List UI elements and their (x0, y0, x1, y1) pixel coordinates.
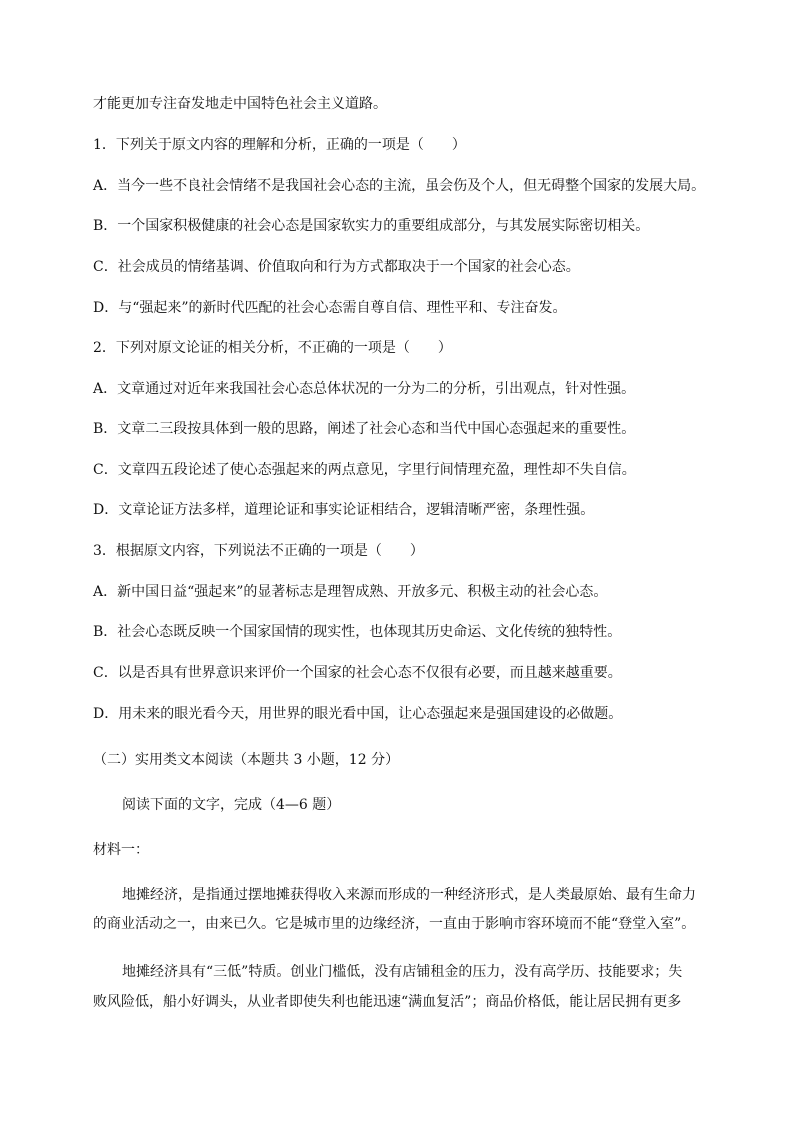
question-3-option-a: A．新中国日益“强起来”的显著标志是理智成熟、开放多元、积极主动的社会心态。 (93, 584, 608, 600)
paragraph-line: 地摊经济具有“三低”特质。创业门槛低，没有店铺租金的压力，没有高学历、技能要求；失 (122, 964, 683, 980)
section-heading: （二）实用类文本阅读（本题共 3 小题，12 分） (93, 752, 400, 768)
material-label: 材料一： (93, 842, 149, 858)
paragraph-line: 败风险低，船小好调头，从业者即使失利也能迅速“满血复活”；商品价格低，能让居民拥有更多 (93, 994, 682, 1010)
question-3-option-c: C．以是否具有世界意识来评价一个国家的社会心态不仅很有必要，而且越来越重要。 (93, 665, 622, 681)
reading-instruction: 阅读下面的文字，完成（4—6 题） (122, 797, 341, 813)
paragraph-line: 的商业活动之一，由来已久。它是城市里的边缘经济，一直由于影响市容环境而不能“登堂入室”。 (93, 916, 696, 932)
question-1-option-c: C．社会成员的情绪基调、价值取向和行为方式都取决于一个国家的社会心态。 (93, 259, 580, 275)
question-2-stem: 2．下列对原文论证的相关分析，不正确的一项是（ ） (93, 340, 452, 356)
question-1-option-a: A．当今一些不良社会情绪不是我国社会心态的主流，虽会伤及个人，但无碍整个国家的发展大局。 (93, 178, 706, 194)
question-2-option-d: D．文章论证方法多样，道理论证和事实论证相结合，逻辑清晰严密，条理性强。 (93, 502, 595, 518)
question-2-option-c: C．文章四五段论述了使心态强起来的两点意见，字里行间情理充盈，理性却不失自信。 (93, 462, 636, 478)
question-2-option-a: A．文章通过对近年来我国社会心态总体状况的一分为二的分析，引出观点，针对性强。 (93, 381, 636, 397)
question-3-stem: 3．根据原文内容，下列说法不正确的一项是（ ） (93, 543, 424, 559)
question-3-option-d: D．用未来的眼光看今天，用世界的眼光看中国，让心态强起来是强国建设的必做题。 (93, 706, 623, 722)
question-1-option-b: B．一个国家积极健康的社会心态是国家软实力的重要组成部分，与其发展实际密切相关。 (93, 218, 650, 234)
question-3-option-b: B．社会心态既反映一个国家国情的现实性，也体现其历史命运、文化传统的独特性。 (93, 624, 622, 640)
question-2-option-b: B．文章二三段按具体到一般的思路，阐述了社会心态和当代中国心态强起来的重要性。 (93, 421, 636, 437)
paragraph-line: 地摊经济，是指通过摆地摊获得收入来源而形成的一种经济形式，是人类最原始、最有生命力 (122, 887, 696, 903)
question-1-stem: 1．下列关于原文内容的理解和分析，正确的一项是（ ） (93, 137, 466, 153)
question-1-option-d: D．与“强起来”的新时代匹配的社会心态需自尊自信、理性平和、专注奋发。 (93, 300, 567, 316)
text-line: 才能更加专注奋发地走中国特色社会主义道路。 (93, 96, 387, 112)
